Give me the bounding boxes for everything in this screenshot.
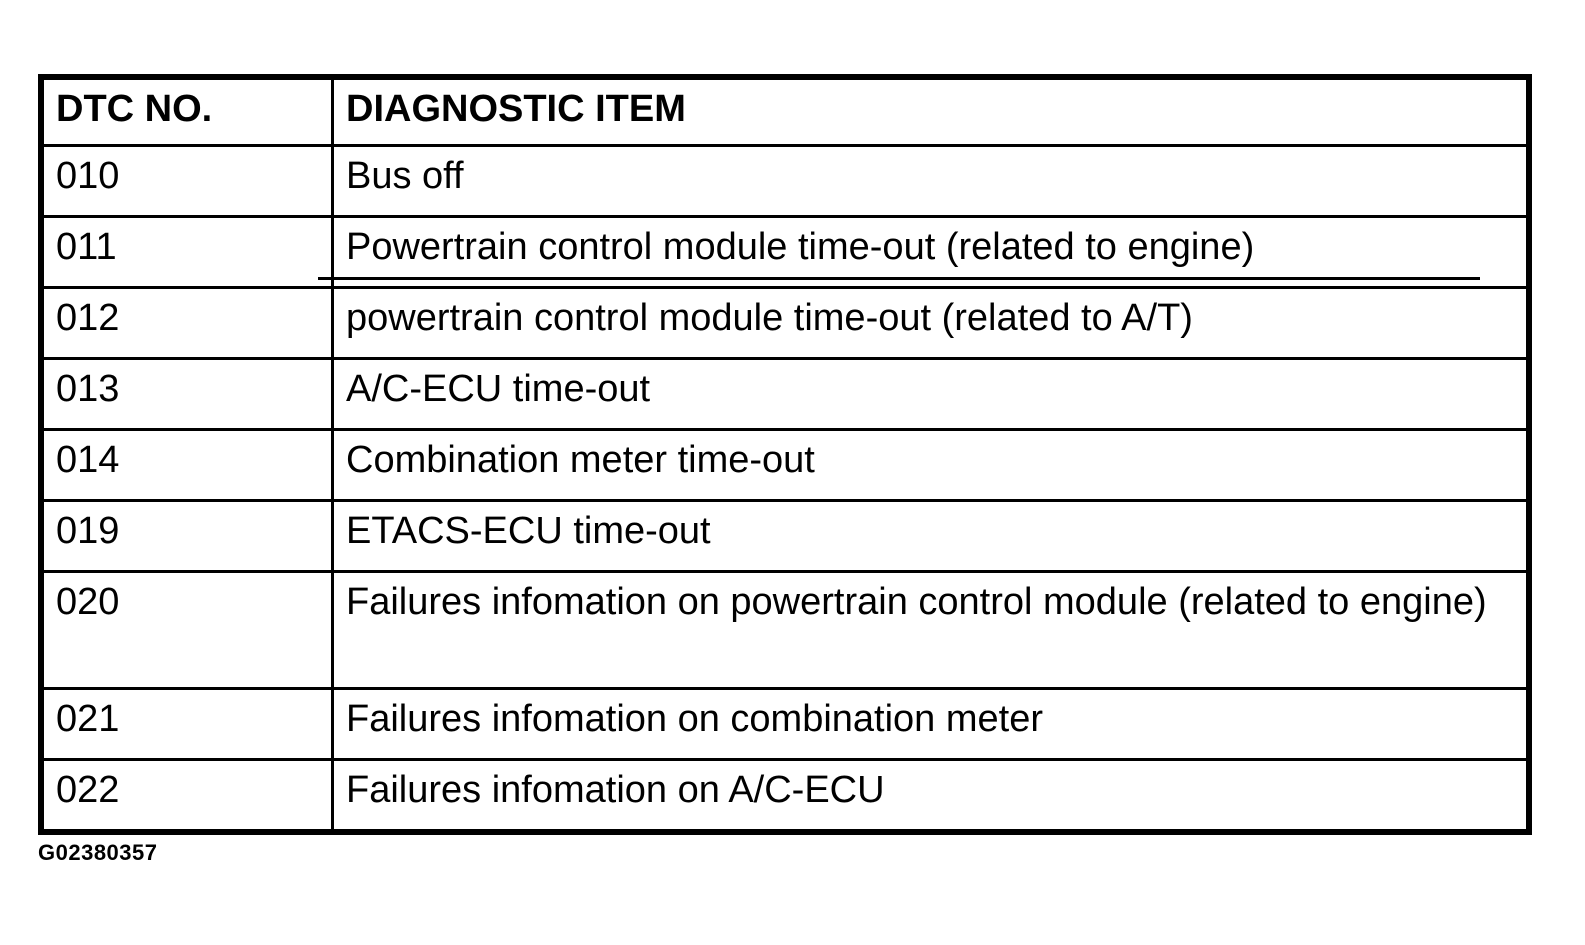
diagnostic-item-cell: ETACS-ECU time-out xyxy=(333,501,1530,572)
dtc-code-cell: 013 xyxy=(41,359,333,430)
diagnostic-item-cell: Powertrain control module time-out (related to engine) xyxy=(333,217,1530,288)
diagnostic-item-cell: Failures infomation on powertrain control module (related to engine) xyxy=(333,572,1530,689)
table-header xyxy=(41,77,1529,146)
table-row xyxy=(41,430,1529,501)
diagnostic-item-cell: Failures infomation on combination meter xyxy=(333,689,1530,760)
dtc-code-cell: 011 xyxy=(41,217,333,288)
table-row xyxy=(41,501,1529,572)
diagnostic-item-cell: powertrain control module time-out (related to A/T) xyxy=(333,288,1530,359)
table-body xyxy=(41,146,1529,833)
table-row xyxy=(41,689,1529,760)
table-row xyxy=(41,359,1529,430)
table-row xyxy=(41,572,1529,689)
row-divider-011-012 xyxy=(318,277,1480,280)
dtc-code-cell: 010 xyxy=(41,146,333,217)
header-row xyxy=(41,77,1529,146)
dtc-code-cell: 019 xyxy=(41,501,333,572)
diagnostic-item-cell: A/C-ECU time-out xyxy=(333,359,1530,430)
dtc-code-cell: 021 xyxy=(41,689,333,760)
header-dtc-no: DTC NO. xyxy=(41,77,333,146)
header-diagnostic-item: DIAGNOSTIC ITEM xyxy=(333,77,1530,146)
dtc-code-cell: 014 xyxy=(41,430,333,501)
diagnostic-item-cell: Failures infomation on A/C-ECU xyxy=(333,760,1530,833)
dtc-table xyxy=(38,74,1532,835)
table-row xyxy=(41,288,1529,359)
dtc-code-cell: 022 xyxy=(41,760,333,833)
table-row xyxy=(41,146,1529,217)
dtc-code-cell: 012 xyxy=(41,288,333,359)
table-row xyxy=(41,760,1529,833)
figure-id: G02380357 xyxy=(38,840,158,865)
dtc-code-cell: 020 xyxy=(41,572,333,689)
diagnostic-item-cell: Bus off xyxy=(333,146,1530,217)
diagnostic-item-cell: Combination meter time-out xyxy=(333,430,1530,501)
